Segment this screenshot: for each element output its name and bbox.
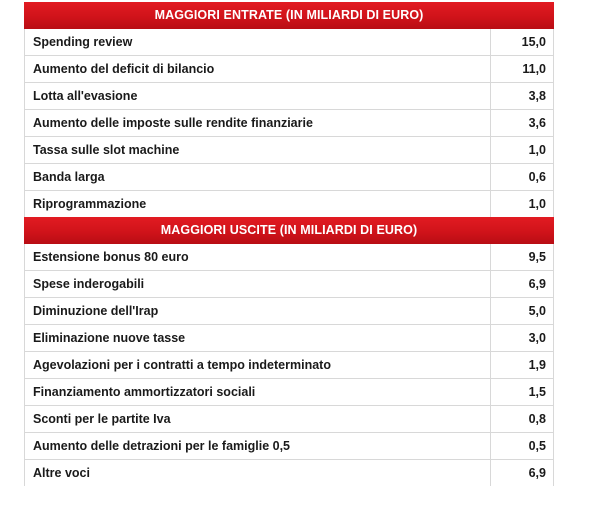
table-row [25, 298, 553, 325]
budget-table [24, 2, 554, 486]
row-value: 5,0 [490, 298, 553, 324]
row-value: 3,0 [490, 325, 553, 351]
row-label: Estensione bonus 80 euro [33, 250, 189, 264]
row-value: 3,8 [490, 83, 553, 109]
row-value: 11,0 [490, 56, 553, 82]
row-label: Spese inderogabili [33, 277, 145, 291]
table-row [25, 56, 553, 83]
entrate-header: MAGGIORI ENTRATE (IN MILIARDI DI EURO) [24, 2, 554, 29]
table-row [25, 29, 553, 56]
table-row [25, 406, 553, 433]
row-label: Spending review [33, 35, 133, 49]
row-value: 1,0 [490, 191, 553, 217]
table-row [25, 352, 553, 379]
row-value: 3,6 [490, 110, 553, 136]
row-value: 6,9 [490, 460, 553, 486]
row-label: Riprogrammazione [33, 197, 147, 211]
table-row [25, 137, 553, 164]
row-value: 0,5 [490, 433, 553, 459]
row-label: Diminuzione dell'Irap [33, 304, 159, 318]
table-row [25, 379, 553, 406]
row-value: 0,8 [490, 406, 553, 432]
row-value: 9,5 [490, 244, 553, 270]
row-label: Tassa sulle slot machine [33, 143, 180, 157]
row-label: Agevolazioni per i contratti a tempo indeterminato [33, 358, 331, 372]
row-value: 15,0 [490, 29, 553, 55]
table-row [25, 244, 553, 271]
table-row [25, 164, 553, 191]
table-row [25, 191, 553, 217]
uscite-rows [24, 244, 554, 486]
row-label: Sconti per le partite Iva [33, 412, 171, 426]
row-label: Eliminazione nuove tasse [33, 331, 186, 345]
table-row [25, 325, 553, 352]
uscite-header: MAGGIORI USCITE (IN MILIARDI DI EURO) [24, 217, 554, 244]
table-row [25, 460, 553, 486]
row-label: Banda larga [33, 170, 105, 184]
row-value: 1,0 [490, 137, 553, 163]
row-label: Aumento delle imposte sulle rendite finanziarie [33, 116, 313, 130]
row-value: 6,9 [490, 271, 553, 297]
entrate-rows [24, 29, 554, 217]
table-row [25, 83, 553, 110]
row-value: 0,6 [490, 164, 553, 190]
table-row [25, 110, 553, 137]
table-row [25, 433, 553, 460]
row-label: Lotta all'evasione [33, 89, 138, 103]
row-label: Altre voci [33, 466, 90, 480]
row-label: Finanziamento ammortizzatori sociali [33, 385, 256, 399]
row-value: 1,5 [490, 379, 553, 405]
row-label: Aumento del deficit di bilancio [33, 62, 215, 76]
row-value: 1,9 [490, 352, 553, 378]
table-row [25, 271, 553, 298]
row-label: Aumento delle detrazioni per le famiglie 0,5 [33, 439, 291, 453]
